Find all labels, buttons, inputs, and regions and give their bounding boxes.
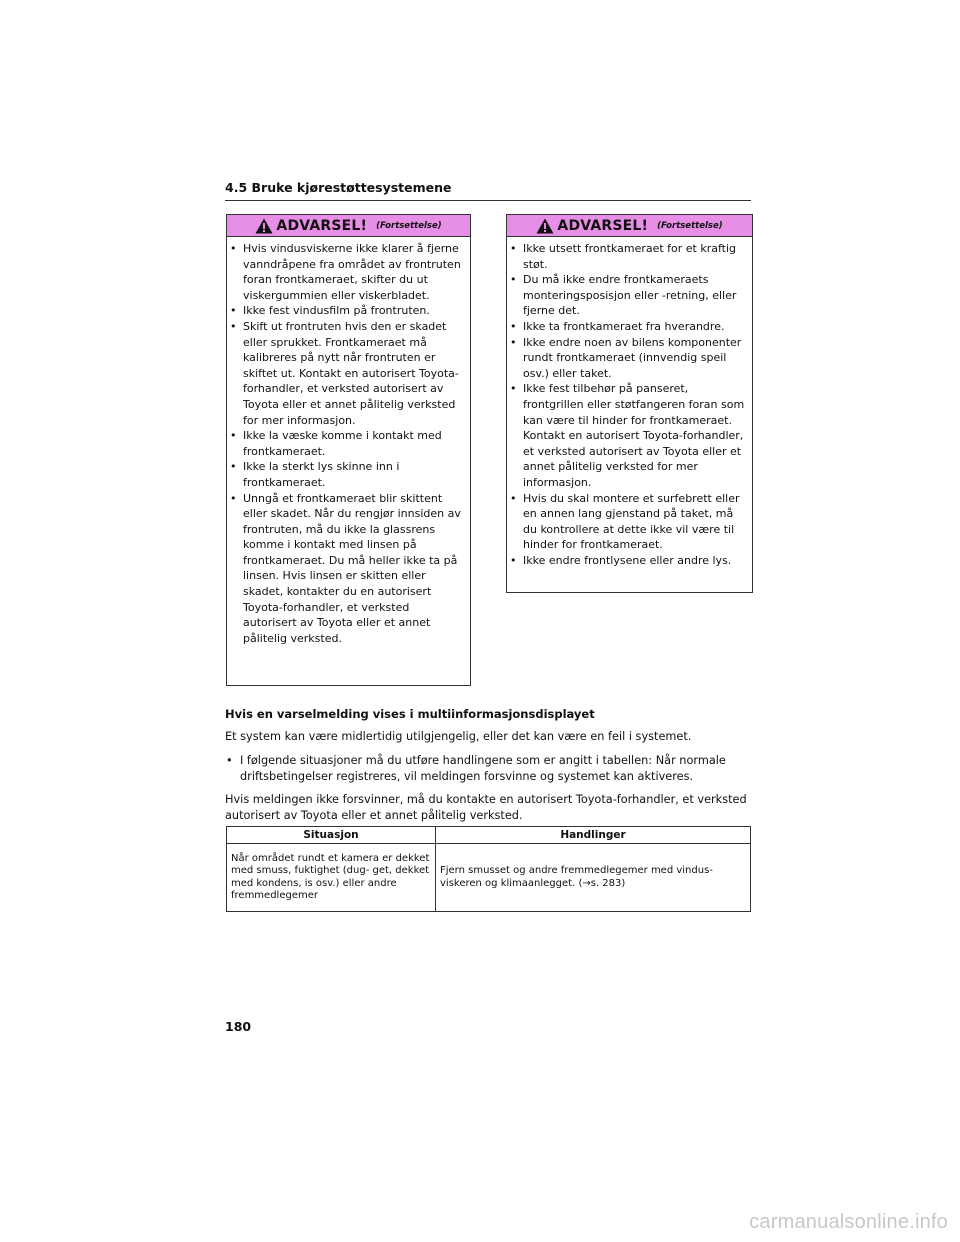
subsection-heading: Hvis en varselmelding vises i multiinformasjonsdisplayet (225, 707, 595, 721)
list-item: • Ikke la væske komme i kontakt med frontkameraet. (227, 428, 464, 459)
warning-box-right (506, 214, 753, 593)
column-header-situation: Situasjon (227, 827, 436, 844)
warning-title: ADVARSEL! (276, 217, 368, 234)
list-item: • Ikke utsett frontkameraet for et kraftig støt. (507, 241, 746, 272)
warning-triangle-icon (255, 218, 273, 234)
column-header-actions: Handlinger (436, 827, 751, 844)
warning-continued: (Fortsettelse) (376, 220, 442, 231)
section-title: 4.5 Bruke kjørestøttesystemene (225, 180, 452, 195)
table-cell-situation: Når området rundt et kamera er dekket med smuss, fuktighet (dug- get, dekket med kondens, is osv.) eller andre fremmedlegemer (227, 844, 436, 912)
actions-table (226, 826, 751, 912)
list-item: • Unngå et frontkameraet blir skittent eller skadet. Når du rengjør innsiden av frontruten, må du ikke la glassrens komme i kontakt med linsen på frontkameraet. Du må heller ikke ta på linsen. Hvis linsen er skitten eller skadet, kontakter du en autorisert Toyota-forhandler, et verksted autorisert av Toyota eller et annet pålitelig verksted. (227, 491, 464, 647)
list-item: • Ikke fest vindusfilm på frontruten. (227, 303, 464, 319)
page-number: 180 (225, 1019, 252, 1034)
warning-triangle-icon (536, 218, 554, 234)
warning-title: ADVARSEL! (557, 217, 649, 234)
list-item: • Skift ut frontruten hvis den er skadet eller sprukket. Frontkameraet må kalibreres på nytt når frontruten er skiftet ut. Kontakt en autorisert Toyota-forhandler, et verksted autorisert av Toyota eller et annet pålitelig verksted for mer informasjon. (227, 319, 464, 428)
warning-list (227, 237, 470, 646)
list-item: • Ikke endre noen av bilens komponenter rundt frontkameraet (innvendig speil osv.) eller taket. (507, 335, 746, 382)
warning-list (507, 237, 752, 568)
list-item: • Du må ikke endre frontkameraets monteringsposisjon eller -retning, eller fjerne det. (507, 272, 746, 319)
list-item: • Ikke ta frontkameraet fra hverandre. (507, 319, 746, 335)
warning-header (227, 215, 470, 237)
list-item: • Ikke fest tilbehør på panseret, frontgrillen eller støtfangeren foran som kan være til hinder for frontkameraet. Kontakt en autorisert Toyota-forhandler, et verksted autorisert av Toyota eller et annet pålitelig verksted for mer informasjon. (507, 381, 746, 490)
list-item: • Ikke endre frontlysene eller andre lys. (507, 553, 746, 569)
list-item: • Hvis du skal montere et surfebrett eller en annen lang gjenstand på taket, må du kontrollere at dette ikke vil være til hinder for frontkameraet. (507, 491, 746, 553)
list-item: • Hvis vindusviskerne ikke klarer å fjerne vanndråpene fra området av frontruten foran frontkameraet, skifter du ut viskergummien eller viskerbladet. (227, 241, 464, 303)
paragraph: Hvis meldingen ikke forsvinner, må du kontakte en autorisert Toyota-forhandler, et verksted autorisert av Toyota eller et annet pålitelig verksted. (225, 793, 747, 822)
table-row (227, 844, 751, 912)
list-item: • Ikke la sterkt lys skinne inn i frontkameraet. (227, 459, 464, 490)
bullet-paragraph: • I følgende situasjoner må du utføre handlingene som er angitt i tabellen: Når normale driftsbetingelser registreres, vil meldingen forsvinne og systemet kan aktiveres. (225, 753, 770, 785)
table-header-row (227, 827, 751, 844)
warning-box-left (226, 214, 471, 686)
section-header (225, 180, 751, 201)
watermark: carmanualsonline.info (749, 1211, 948, 1233)
warning-continued: (Fortsettelse) (657, 220, 723, 231)
paragraph: Et system kan være midlertidig utilgjengelig, eller det kan være en feil i systemet. (225, 730, 692, 743)
table-cell-action: Fjern smusset og andre fremmedlegemer med vindus- viskeren og klimaanlegget. (→s. 283) (436, 844, 751, 912)
warning-header (507, 215, 752, 237)
